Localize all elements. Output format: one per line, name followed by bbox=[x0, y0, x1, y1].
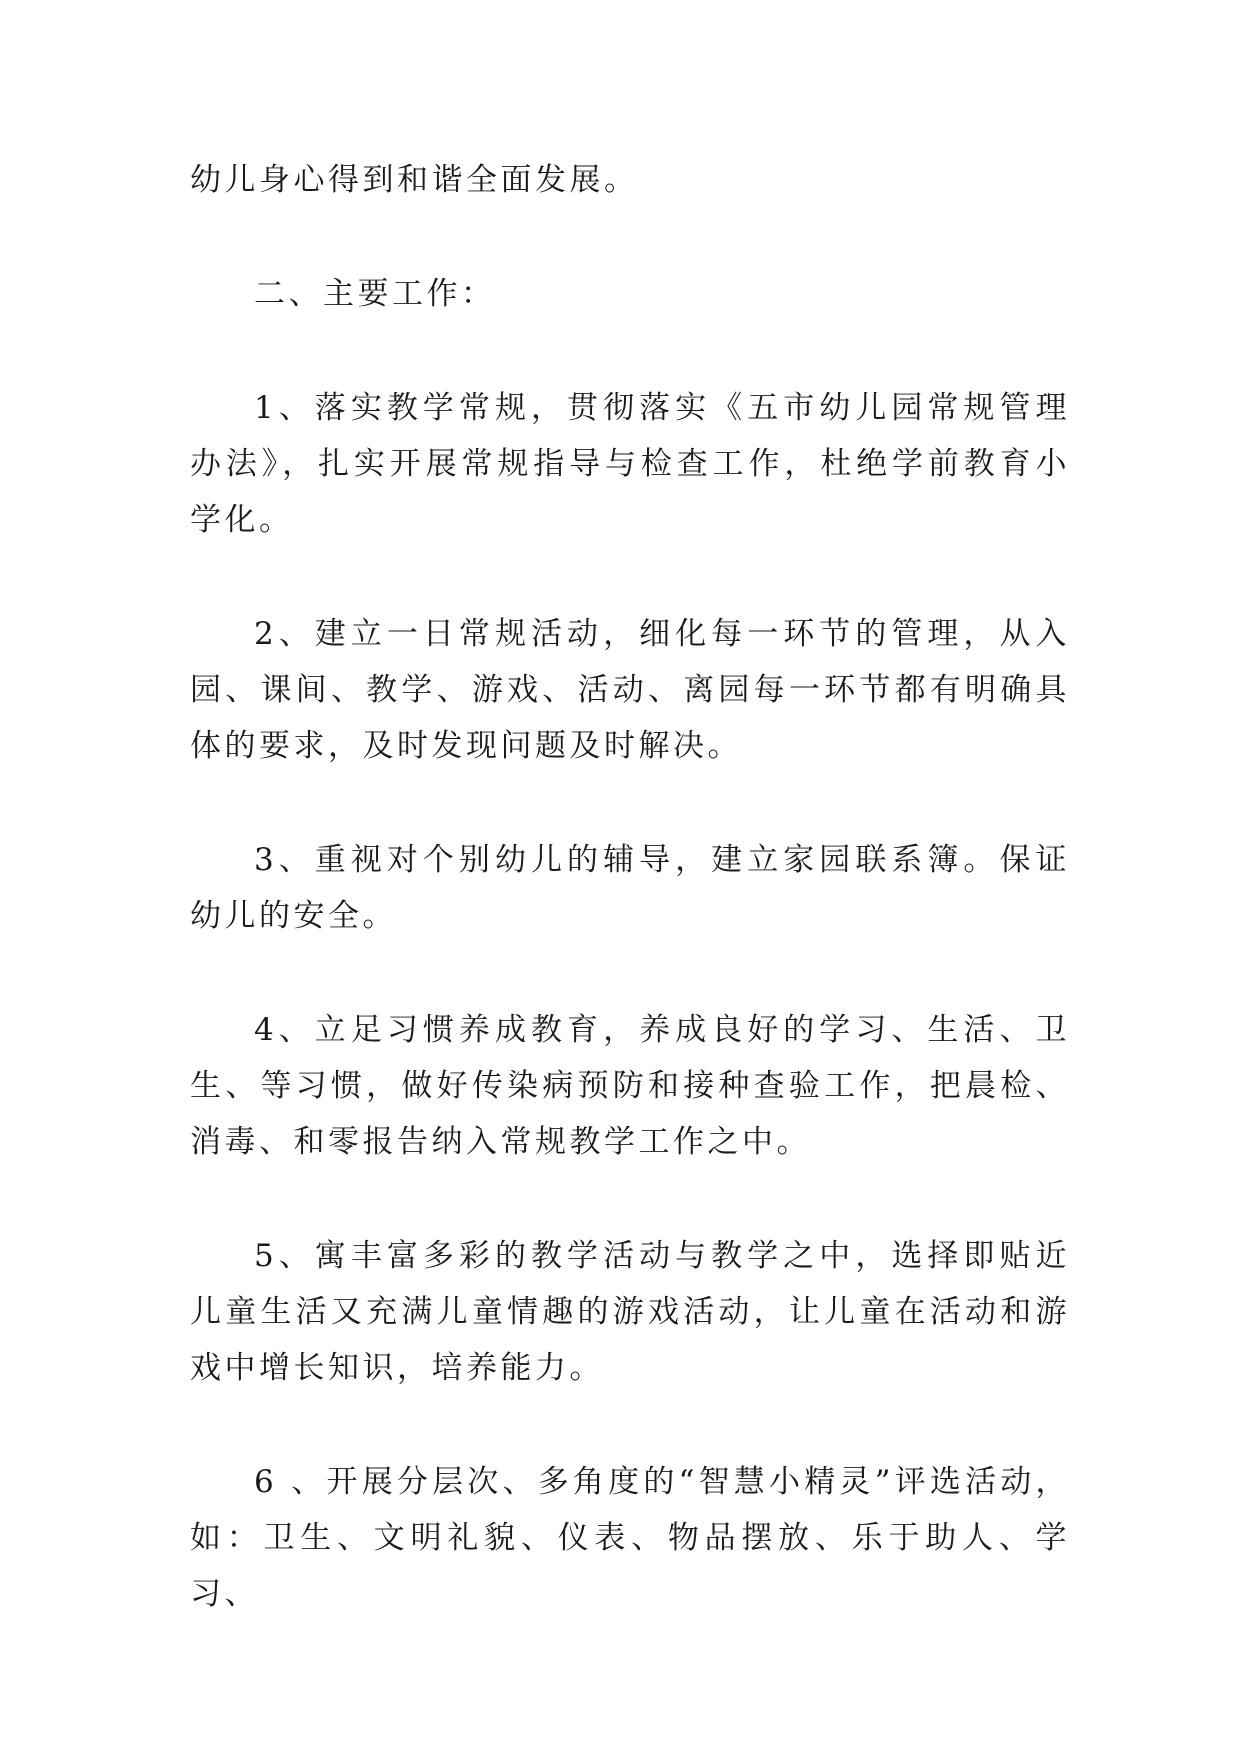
list-item-1: 1、落实教学常规，贯彻落实《五市幼儿园常规管理办法》，扎实开展常规指导与检查工作，杜绝学前教育小学化。 bbox=[190, 390, 1070, 538]
document-body bbox=[190, 152, 1070, 1680]
list-item-5: 5、寓丰富多彩的教学活动与教学之中，选择即贴近儿童生活又充满儿童情趣的游戏活动，让儿童在活动和游戏中增长知识，培养能力。 bbox=[190, 1238, 1070, 1386]
list-item-4: 4、立足习惯养成教育，养成良好的学习、生活、卫生、等习惯，做好传染病预防和接种查验工作，把晨检、消毒、和零报告纳入常规教学工作之中。 bbox=[190, 1012, 1070, 1160]
paragraph-continuation: 幼儿身心得到和谐全面发展。 bbox=[190, 162, 639, 198]
list-item-2: 2、建立一日常规活动，细化每一环节的管理，从入园、课间、教学、游戏、活动、离园每一环节都有明确具体的要求，及时发现问题及时解决。 bbox=[190, 616, 1070, 764]
list-item-6: 6 、开展分层次、多角度的“智慧小精灵”评选活动，如：卫生、文明礼貌、仪表、物品摆放、乐于助人、学习、 bbox=[190, 1464, 1070, 1612]
section-heading-main-work: 二、主要工作： bbox=[254, 276, 496, 312]
list-item-3: 3、重视对个别幼儿的辅导，建立家园联系簿。保证幼儿的安全。 bbox=[190, 842, 1070, 934]
